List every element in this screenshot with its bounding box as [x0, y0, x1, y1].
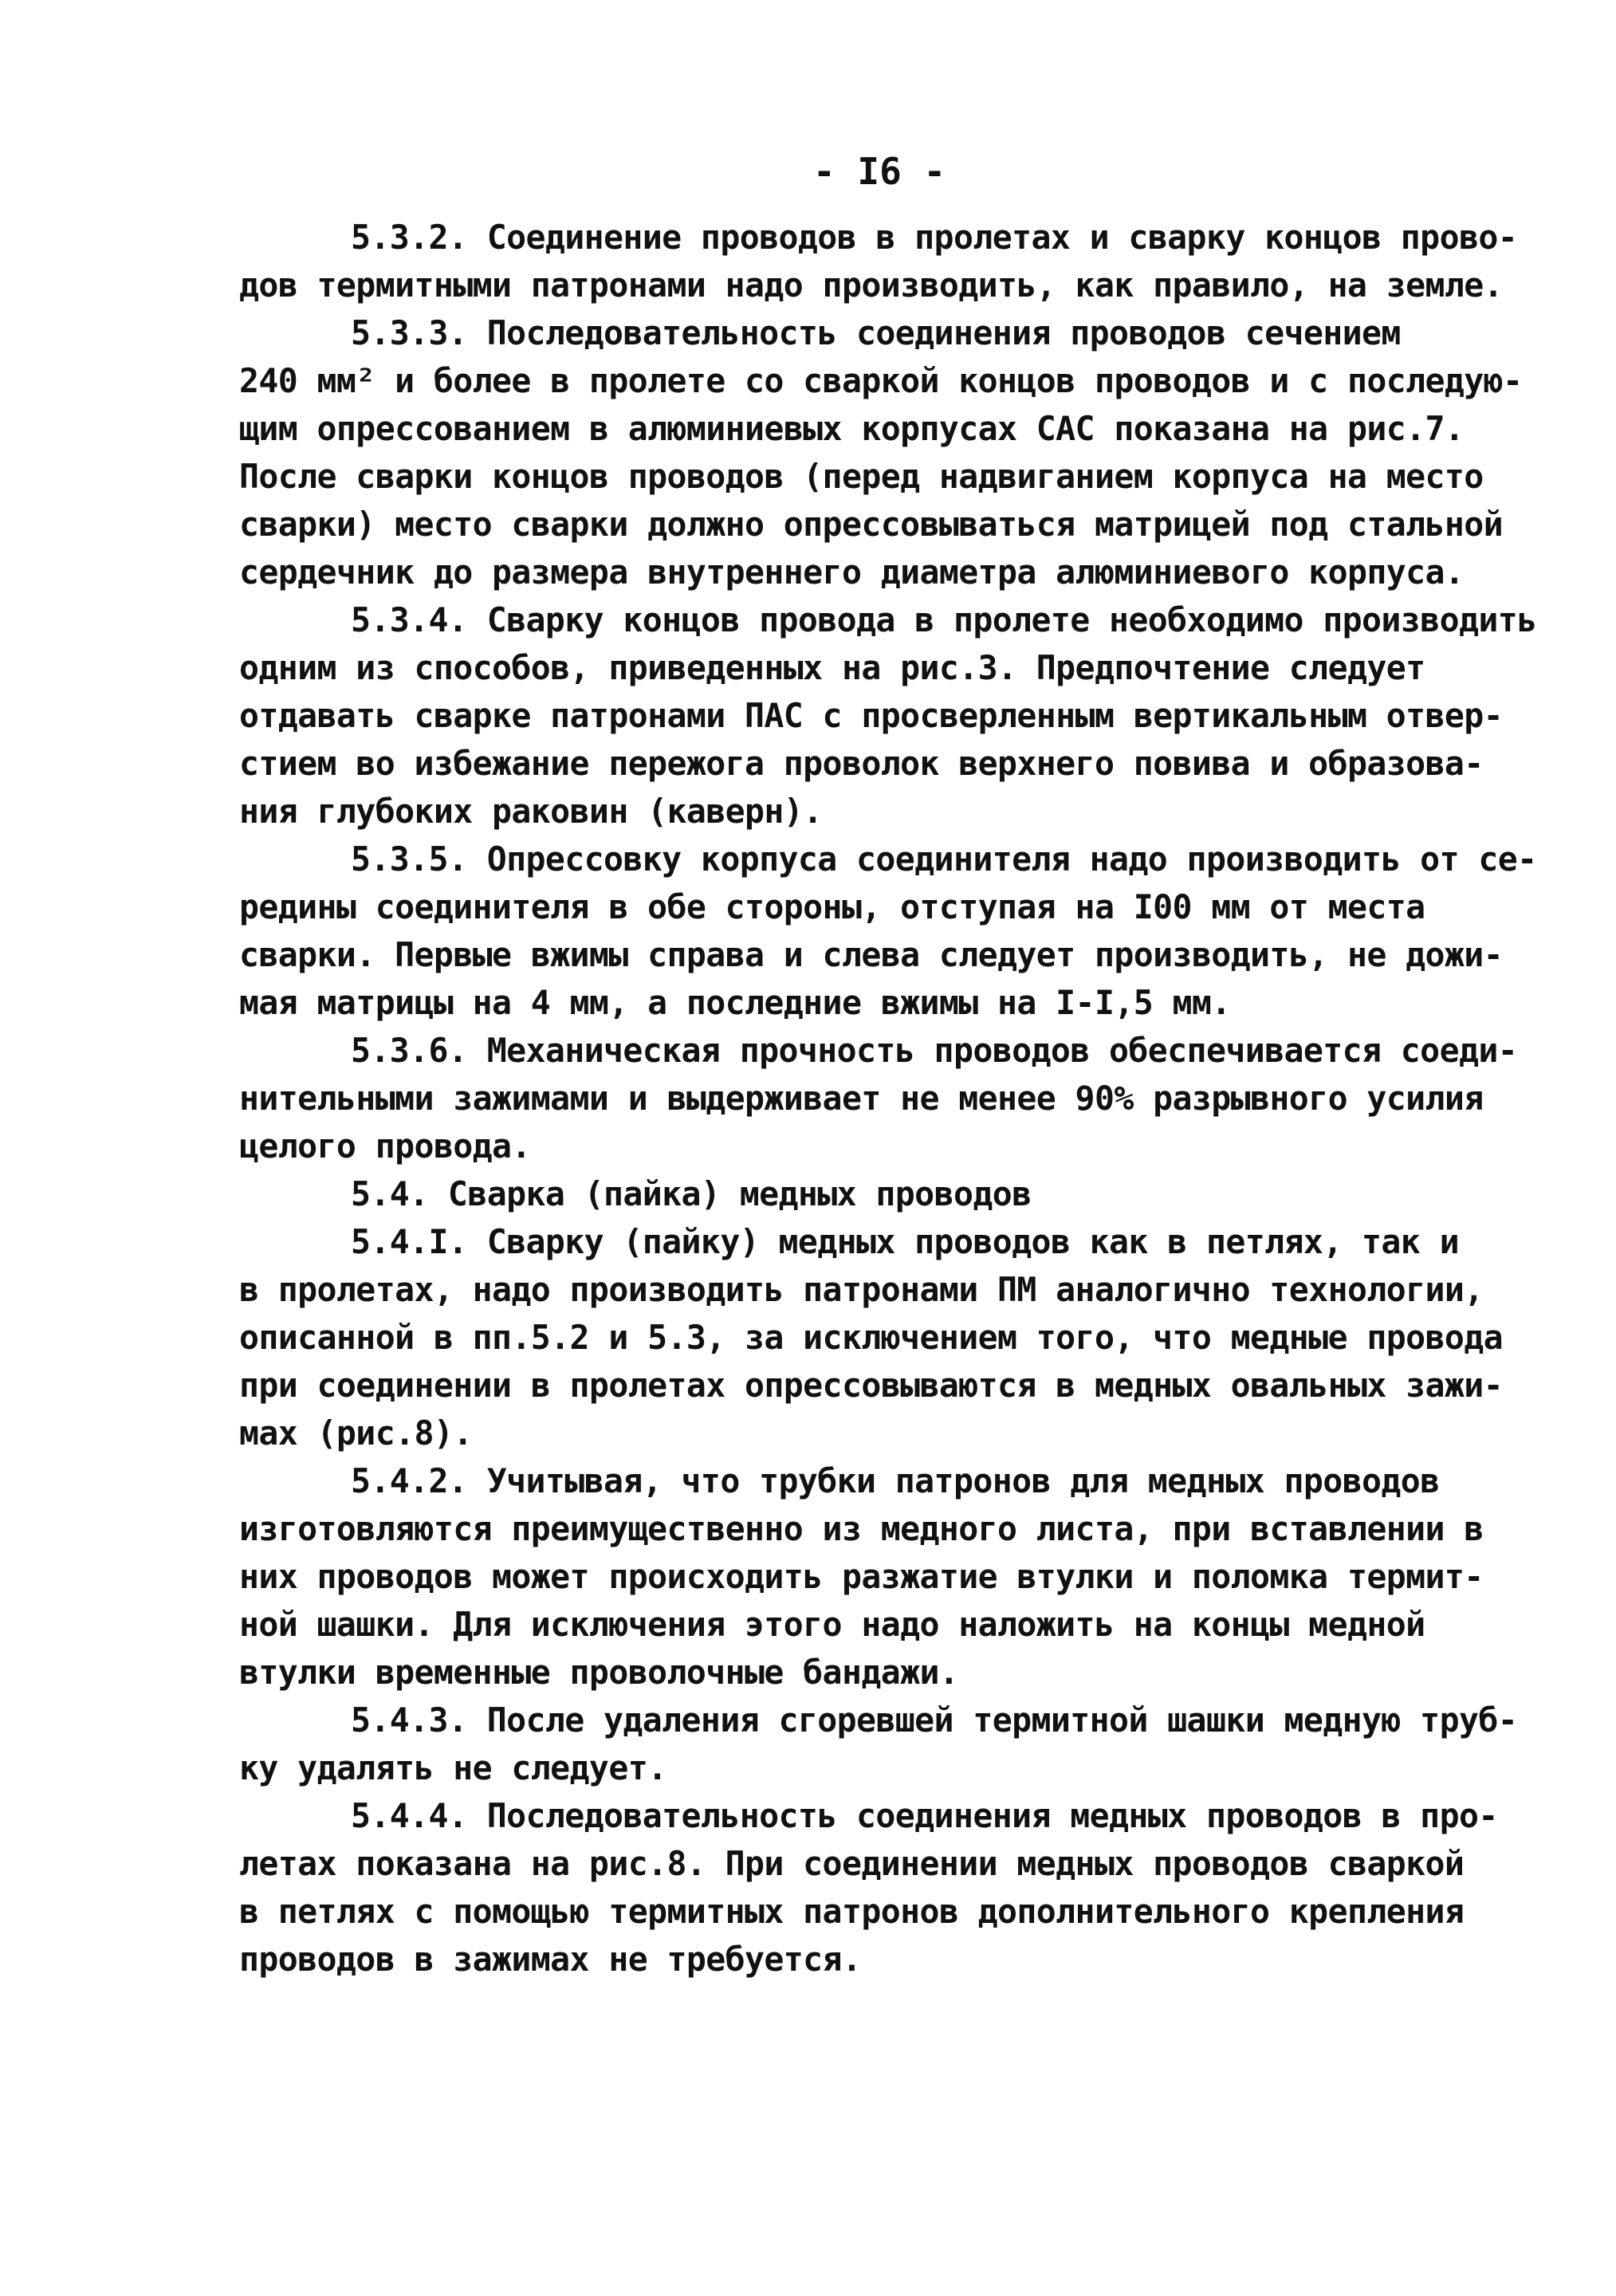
text-line: 240 мм² и более в пролете со сваркой концов проводов и с последую-	[239, 361, 1523, 400]
text-line: редины соединителя в обе стороны, отступая на I00 мм от места	[239, 887, 1425, 926]
text-line: изготовляются преимущественно из медного листа, при вставлении в	[239, 1509, 1484, 1548]
text-line: 5.4.I. Сварку (пайку) медных проводов как в петлях, так и	[351, 1222, 1459, 1261]
text-line: втулки временные проволочные бандажи.	[239, 1653, 959, 1692]
text-line: 5.4. Сварка (пайка) медных проводов	[351, 1174, 1032, 1213]
body-text	[239, 214, 1539, 1983]
text-line: 5.3.2. Соединение проводов в пролетах и сварку концов прово-	[351, 218, 1518, 257]
text-line: 5.4.3. После удаления сгоревшей термитной шашки медную труб-	[351, 1700, 1518, 1740]
text-line: ной шашки. Для исключения этого надо наложить на концы медной	[239, 1605, 1425, 1644]
text-line: После сварки концов проводов (перед надвиганием корпуса на место	[239, 457, 1484, 496]
text-line: сварки. Первые вжимы справа и слева следует производить, не дожи-	[239, 935, 1504, 974]
text-line: 5.3.4. Сварку концов провода в пролете необходимо производить	[351, 600, 1537, 639]
text-line: при соединении в пролетах опрессовываются в медных овальных зажи-	[239, 1366, 1504, 1405]
text-line: одним из способов, приведенных на рис.3. Предпочтение следует	[239, 648, 1425, 687]
text-line: 5.4.2. Учитывая, что трубки патронов для медных проводов	[351, 1461, 1440, 1500]
text-line: 5.3.5. Опрессовку корпуса соединителя надо производить от се-	[351, 839, 1537, 879]
page-number: - I6 -	[813, 150, 946, 193]
text-line: отдавать сварке патронами ПАС с просверленным вертикальным отвер-	[239, 696, 1504, 735]
text-line: нительными зажимами и выдерживает не менее 90% разрывного усилия	[239, 1079, 1484, 1118]
text-line: проводов в зажимах не требуется.	[239, 1940, 862, 1979]
text-line: дов термитными патронами надо производить, как правило, на земле.	[239, 265, 1504, 305]
text-line: щим опрессованием в алюминиевых корпусах САС показана на рис.7.	[239, 409, 1465, 448]
text-line: мах (рис.8).	[239, 1413, 473, 1453]
text-line: 5.3.3. Последовательность соединения проводов сечением	[351, 313, 1401, 352]
text-line: в петлях с помощью термитных патронов дополнительного крепления	[239, 1892, 1465, 1931]
text-line: в пролетах, надо производить патронами ПМ аналогично технологии,	[239, 1270, 1484, 1309]
text-line: сварки) место сварки должно опрессовываться матрицей под стальной	[239, 505, 1504, 544]
text-line: целого провода.	[239, 1126, 531, 1166]
text-line: 5.3.6. Механическая прочность проводов обеспечивается соеди-	[351, 1031, 1518, 1070]
text-line: ния глубоких раковин (каверн).	[239, 792, 823, 831]
text-line: ку удалять не следует.	[239, 1748, 667, 1787]
text-line: летах показана на рис.8. При соединении медных проводов сваркой	[239, 1844, 1465, 1883]
text-line: стием во избежание пережога проволок верхнего повива и образова-	[239, 744, 1484, 783]
text-line: них проводов может происходить разжатие втулки и поломка термит-	[239, 1557, 1484, 1596]
text-line: описанной в пп.5.2 и 5.3, за исключением того, что медные провода	[239, 1318, 1504, 1357]
text-line: сердечник до размера внутреннего диаметра алюминиевого корпуса.	[239, 552, 1465, 592]
text-line: 5.4.4. Последовательность соединения медных проводов в про-	[351, 1796, 1498, 1835]
text-line: мая матрицы на 4 мм, а последние вжимы на I-I,5 мм.	[239, 983, 1231, 1022]
